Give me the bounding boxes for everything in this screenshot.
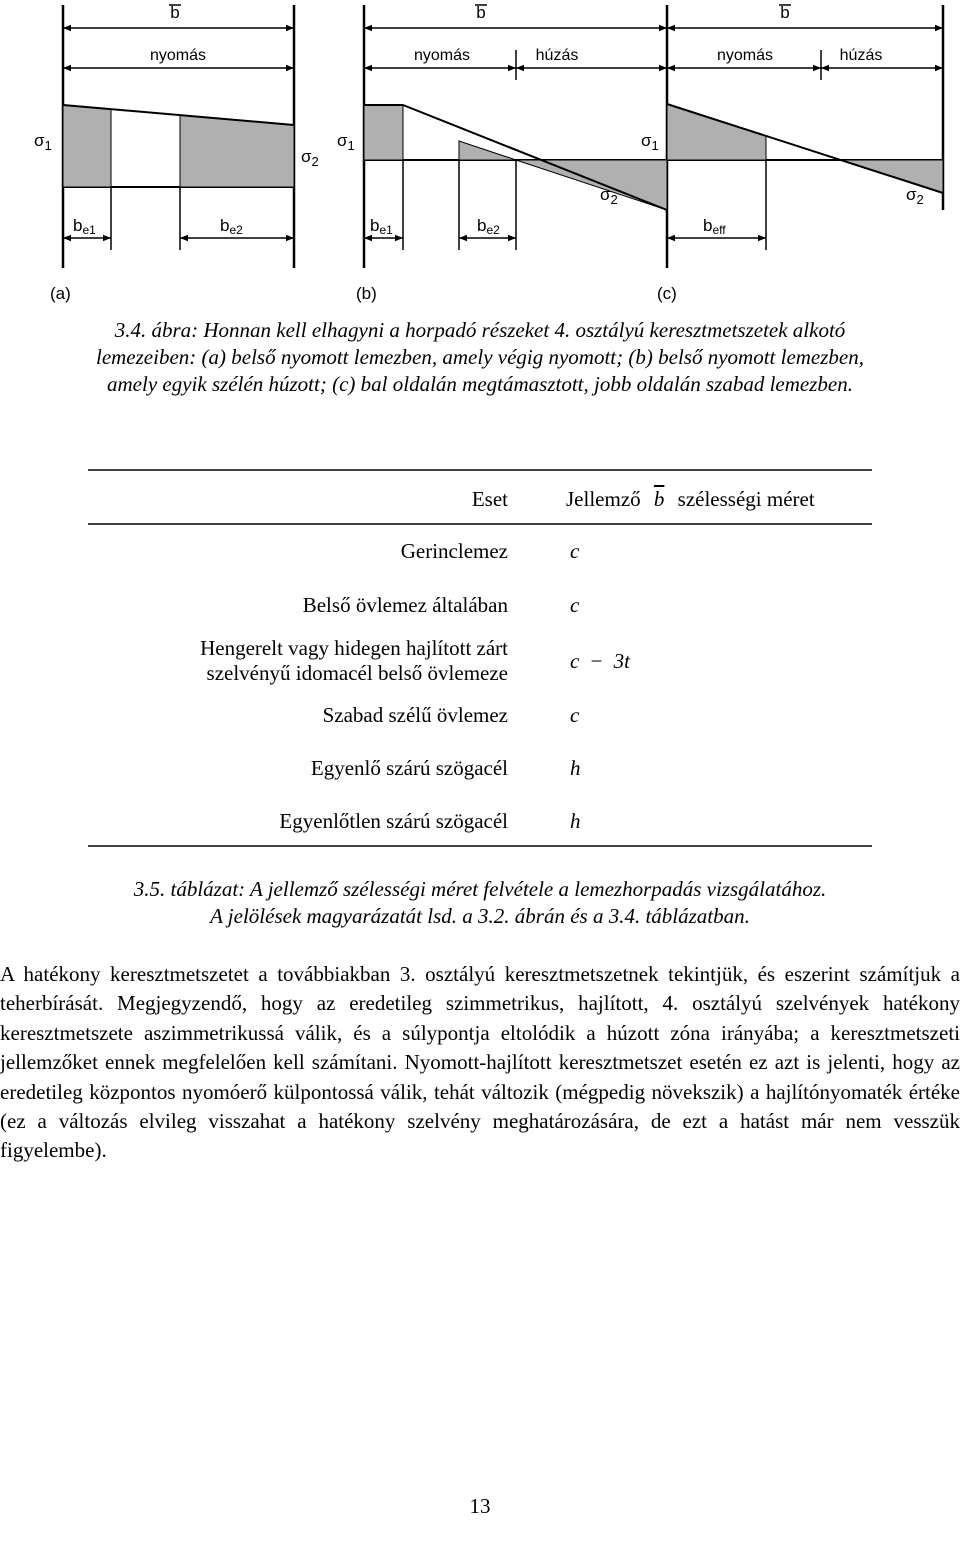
- table-cell-case: Egyenlőtlen szárú szögacél: [279, 809, 508, 833]
- sigma1-label: $\sigma_1$: [337, 131, 355, 153]
- page-number: 13: [469, 1494, 491, 1518]
- panel-a-label: (a): [50, 284, 71, 303]
- figure-caption-line: 3.4. ábra: Honnan kell elhagyni a horpadó részeket 4. osztályú keresztmetszetek alkotó: [114, 318, 846, 342]
- table-cell-case: Szabad szélű övlemez: [322, 703, 508, 727]
- be1-label: be1: [370, 216, 393, 237]
- table-cell-case-line: szelvényű idomacél belső övlemeze: [206, 661, 508, 685]
- compression-zone-label: nyomás: [716, 47, 774, 64]
- table-cell-width: c: [570, 593, 580, 617]
- table-header-width-prefix: Jellemző: [566, 487, 641, 511]
- sigma1-label: $\sigma_1$: [641, 131, 659, 153]
- table-caption-line: 3.5. táblázat: A jellemző szélességi méret felvétele a lemezhorpadás vizsgálatához.: [133, 877, 827, 901]
- table-header-width-symbol: $\overline{b}$: [653, 487, 665, 511]
- table-cell-case: Belső övlemez általában: [302, 593, 508, 617]
- compression-zone-label: nyomás: [149, 47, 207, 64]
- width-table: [88, 469, 872, 847]
- panel-a-diagram: [34, 3, 319, 303]
- table-cell-width: h: [570, 756, 581, 780]
- table-cell-width: [570, 649, 630, 674]
- figure-caption-line: lemezeiben: (a) belső nyomott lemezben, amely végig nyomott; (b) belső nyomott lemezben,: [95, 345, 864, 369]
- stress-area-fill: [180, 115, 294, 187]
- table-header-width-suffix: szélességi méret: [677, 487, 815, 511]
- table-cell-case-line: Hengerelt vagy hidegen hajlított zárt: [200, 636, 508, 660]
- table-cell-case: [200, 636, 508, 686]
- be2-label: be2: [477, 216, 500, 237]
- b-width-label: b: [170, 3, 180, 22]
- panel-b-diagram: [337, 3, 667, 303]
- sigma1-label: $\sigma_1$: [34, 131, 52, 153]
- b-width-label: b: [476, 3, 486, 22]
- table-cell-case: Egyenlő szárú szögacél: [310, 756, 508, 780]
- stress-area-fill: [63, 105, 111, 187]
- panel-c-diagram: [641, 3, 943, 303]
- sigma2-label: $\sigma_2$: [600, 185, 618, 207]
- stress-distribution-figure: [0, 0, 960, 310]
- body-paragraph: A hatékony keresztmetszetet a továbbiakban 3. osztályú keresztmetszetnek tekintjük, és eszerint számítjuk a teherbírását. Megjegyzendő, hogy az eredetileg szimmetrikus, hajlított, 4. osztályú szelvények hatékony keresztmetszete aszimmetrikussá válik, és a súlypontja eltolódik a húzott zóna irányába; a keresztmetszeti jellemzőket ennek megfelelően kell számítani. Nyomott-hajlított keresztmetszet esetén ez azt is jelenti, hogy az eredetileg központos nyomóerő külpontossá válik, tehát változik (mégpedig növekszik) a hajlítónyomaték értéke (ez a változás elvileg visszahat a hatékony szelvény meghatározására, de ezt a hatást már nem vesszük figyelembe).: [0, 962, 960, 1163]
- table-cell-width: c: [570, 703, 580, 727]
- be1-label: be1: [73, 216, 96, 237]
- beff-label: beff: [703, 216, 726, 237]
- b-width-label: b: [780, 3, 790, 22]
- figure-caption: [0, 317, 960, 398]
- table-cell-case: Gerinclemez: [400, 539, 508, 563]
- tension-zone-label: húzás: [839, 47, 883, 64]
- compression-zone-label: nyomás: [413, 47, 471, 64]
- sigma2-label: $\sigma_2$: [301, 147, 319, 169]
- stress-area-fill: [364, 105, 403, 160]
- minus-sign: −: [590, 649, 603, 673]
- panel-b-label: (b): [356, 284, 377, 303]
- sigma2-label: $\sigma_2$: [906, 185, 924, 207]
- stress-area-fill: [516, 160, 667, 210]
- width-term-3t: 3t: [613, 649, 631, 673]
- table-caption-line: A jelölések magyarázatát lsd. a 3.2. ábrán és a 3.4. táblázatban.: [210, 904, 750, 928]
- table-cell-width: h: [570, 809, 581, 833]
- tension-zone-label: húzás: [535, 47, 579, 64]
- table-caption: [0, 876, 960, 930]
- figure-caption-line: amely egyik szélén húzott; (c) bal oldalán megtámasztott, jobb oldalán szabad lemezben.: [107, 372, 853, 396]
- table-cell-width: c: [570, 539, 580, 563]
- panel-c-label: (c): [657, 284, 677, 303]
- table-header-width: [566, 487, 815, 512]
- be2-label: be2: [220, 216, 243, 237]
- table-header-case: Eset: [471, 487, 508, 511]
- stress-area-fill: [459, 141, 516, 160]
- width-symbol-c: c: [570, 649, 580, 673]
